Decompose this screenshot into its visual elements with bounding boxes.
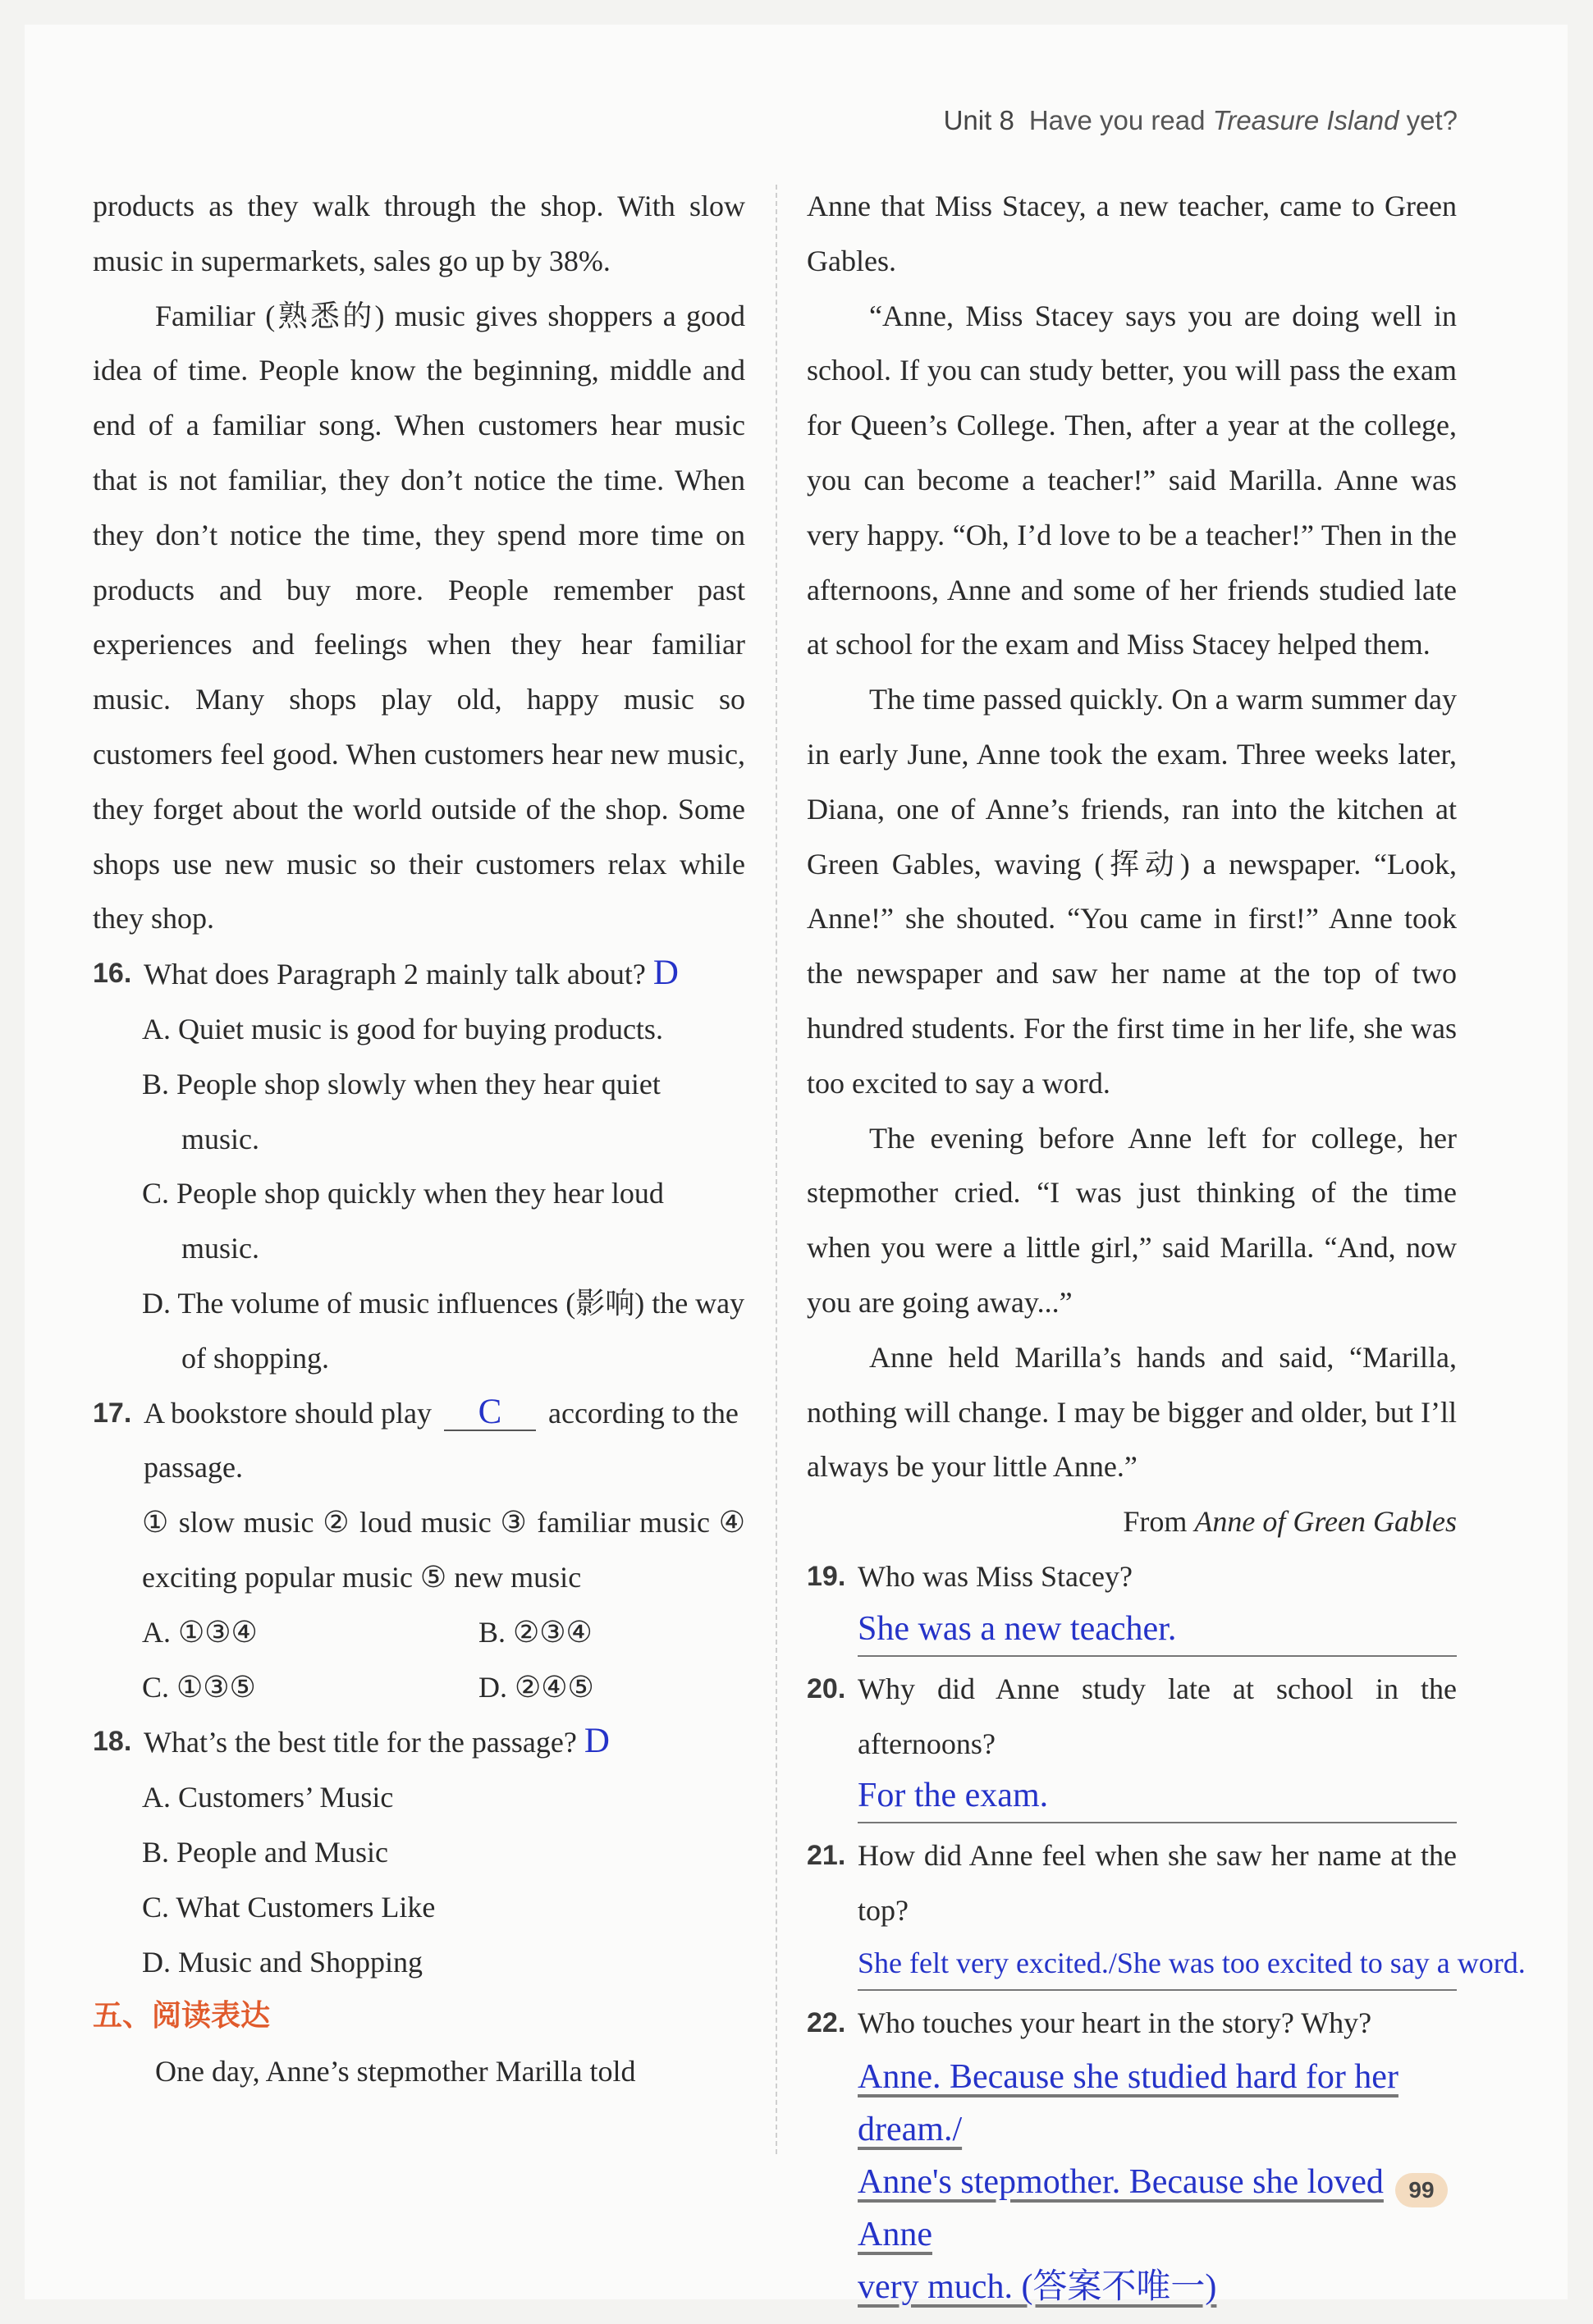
title-post: yet? [1398, 105, 1458, 135]
handwritten-answer: D [584, 1722, 610, 1761]
unit-label: Unit 8 [943, 105, 1014, 135]
question-18 [93, 1714, 745, 1770]
question-text: What’s the best title for the passage? [144, 1726, 577, 1759]
question-number: 22. [807, 2006, 846, 2038]
answer-line: She was a new teacher. [858, 1604, 1457, 1657]
question-22 [807, 1996, 1457, 2051]
question-text: Who touches your heart in the story? Why? [858, 2006, 1372, 2039]
option-c: C. People shop quickly when they hear loud music. [142, 1177, 664, 1265]
answer-blank [444, 1392, 536, 1431]
question-number: 21. [807, 1840, 846, 1872]
right-column [807, 179, 1526, 2313]
answer-line-3: very much. (答案不唯一) [858, 2267, 1217, 2306]
q17-options [93, 1605, 745, 1715]
question-text: What does Paragraph 2 mainly talk about? [144, 958, 646, 991]
right-para-4: The evening before Anne left for college, her stepmother cried. “I was just thinking of the time when you were a little girl,” said Marilla. “And, now you are going away...” [807, 1121, 1457, 1319]
option-b: B. People shop slowly when they hear quiet music. [142, 1067, 661, 1155]
option-c: C. ①③⑤ [142, 1670, 256, 1704]
answer-line-2: Anne's stepmother. Because she loved Anne [858, 2162, 1384, 2253]
question-16 [93, 946, 745, 1002]
question-text: Who was Miss Stacey? [858, 1559, 1133, 1593]
question-21 [807, 1828, 1457, 1938]
question-17 [93, 1386, 745, 1496]
left-column [93, 179, 745, 2099]
q16-options [93, 1002, 745, 1386]
left-para-1: products as they walk through the shop. With slow music in supermarkets, sales go up by 38%. [93, 190, 745, 277]
question-text-pre: A bookstore should play [144, 1396, 432, 1430]
option-b: B. ②③④ [478, 1615, 593, 1649]
option-a: A. Customers’ Music [142, 1781, 394, 1814]
option-c: C. What Customers Like [142, 1890, 436, 1924]
title-pre: Have you read [1028, 105, 1213, 135]
source-pre: From [1123, 1505, 1195, 1539]
option-d: D. ②④⑤ [478, 1670, 594, 1704]
option-b: B. People and Music [142, 1835, 388, 1869]
left-para-2: Familiar (熟悉的) music gives shoppers a good idea of time. People know the beginning, middle and end of a familiar song. When customers hear music that is not familiar, they don’t notice the time. When they don’t notice the time, they spend more time on products and buy more. People remember past experiences and feelings when they hear familiar music. Many shops play old, happy music so customers feel good. When customers hear new music, they forget about the world outside of the shop. Some shops use new music so their customers relax while they shop. [93, 299, 745, 936]
question-text: Why did Anne study late at school in the afternoons? [858, 1672, 1457, 1760]
handwritten-answer: C [478, 1392, 502, 1431]
question-number: 16. [93, 958, 132, 990]
q17-choices: ① slow music ② loud music ③ familiar music ④ exciting popular music ⑤ new music [142, 1506, 745, 1594]
right-para-3: The time passed quickly. On a warm summer day in early June, Anne took the exam. Three weeks later, Diana, one of Anne’s friends, ran into the kitchen at Green Gables, waving (挥动) a newspaper. “Look, Anne!” she shouted. “You came in first!” Anne took the newspaper and saw her name at the top of two hundred students. For the first time in her life, she was too excited to say a word. [807, 683, 1457, 1100]
question-20 [807, 1662, 1457, 1772]
option-d: D. Music and Shopping [142, 1945, 423, 1979]
option-a: A. ①③④ [142, 1615, 258, 1649]
question-number: 18. [93, 1726, 132, 1758]
right-para-1: Anne that Miss Stacey, a new teacher, came to Green Gables. [807, 190, 1457, 277]
question-number: 17. [93, 1397, 132, 1429]
question-text: How did Anne feel when she saw her name at the top? [858, 1839, 1457, 1928]
page-number: 99 [1395, 2173, 1448, 2207]
question-number: 20. [807, 1672, 846, 1704]
right-para-5: Anne held Marilla’s hands and said, “Marilla, nothing will change. I may be bigger and older, but I’ll always be your little Anne.” [807, 1340, 1457, 1484]
option-a: A. Quiet music is good for buying products. [142, 1012, 663, 1045]
q18-options [93, 1770, 745, 1989]
page-header [944, 105, 1458, 136]
handwritten-answer: D [652, 954, 679, 993]
title-italic: Treasure Island [1212, 105, 1399, 135]
answer-line: She felt very excited./She was too excited to say a word. [858, 1938, 1457, 1991]
source-title: Anne of Green Gables [1194, 1505, 1457, 1539]
question-19 [807, 1549, 1457, 1604]
question-number: 19. [807, 1560, 846, 1592]
source-credit [807, 1494, 1457, 1549]
answer-block [858, 2051, 1457, 2313]
question-text-post: according to the passage. [144, 1396, 739, 1485]
section-heading: 五、阅读表达 [93, 1999, 271, 2034]
answer-line: For the exam. [858, 1771, 1457, 1823]
left-para-3: One day, Anne’s stepmother Marilla told [155, 2055, 636, 2088]
column-divider [776, 185, 777, 2154]
right-para-2: “Anne, Miss Stacey says you are doing well in school. If you can study better, you will pass the exam for Queen’s College. Then, after a year at the college, you can become a teacher!” said Marilla. Anne was very happy. “Oh, I’d love to be a teacher!” Then in the afternoons, Anne and some of her friends studied late at school for the exam and Miss Stacey helped them. [807, 299, 1457, 661]
option-d: D. The volume of music influences (影响) the way of shopping. [142, 1286, 745, 1375]
answer-line-1: Anne. Because she studied hard for her dream./ [858, 2057, 1398, 2148]
